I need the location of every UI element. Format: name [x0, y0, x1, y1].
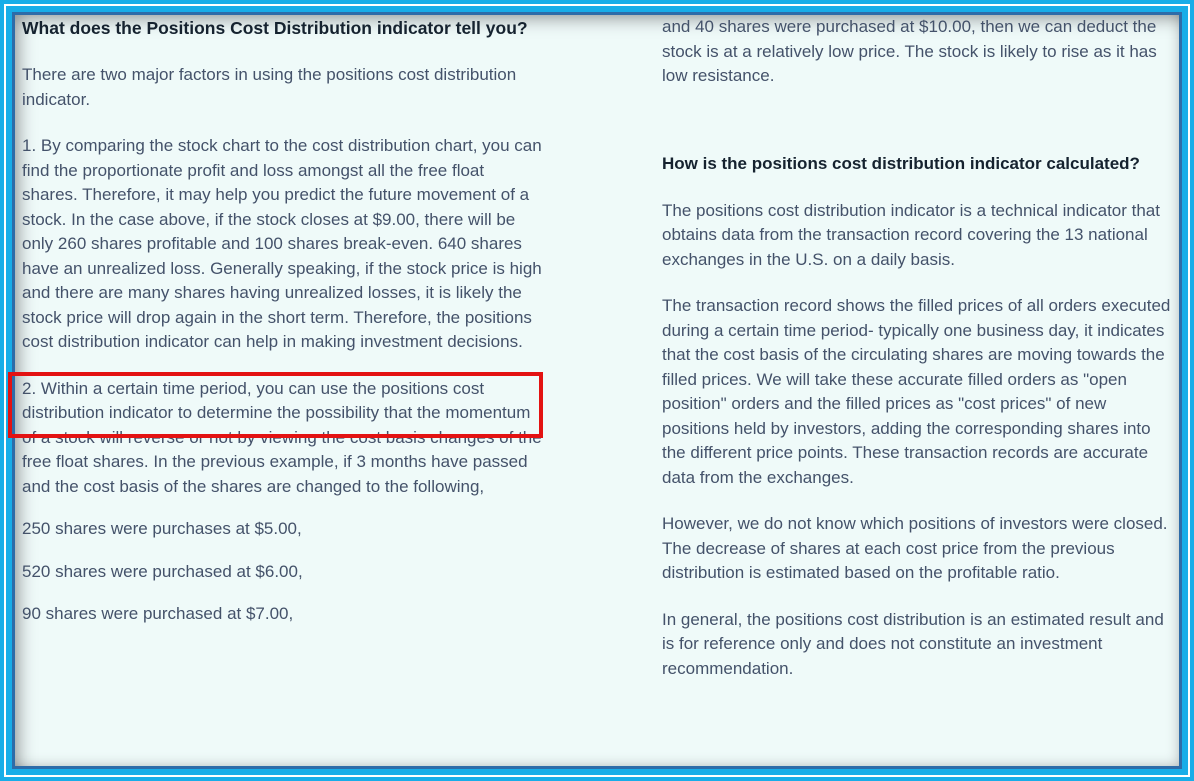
page-frame [4, 4, 1190, 777]
paragraph-intro: There are two major factors in using the positions cost distribution indicator. [22, 65, 517, 109]
paragraph-however: However, we do not know which positions of investors were closed. The decrease of shares at each cost price from the previous distribution is estimated based on the profitable ratio. [662, 514, 1168, 582]
left-column [22, 15, 542, 681]
section-heading-what: What does the Positions Cost Distribution indicator tell you? [22, 18, 528, 38]
paragraph-in-general: In general, the positions cost distribution is an estimated result and is for reference only and does not constitute an investment recommendation. [662, 609, 1164, 678]
paragraph-technical-indicator: The positions cost distribution indicator is a technical indicator that obtains data from the transaction record covering the 13 national exchanges in the U.S. on a daily basis. [662, 200, 1160, 269]
right-column [662, 15, 1174, 681]
section-heading-how: How is the positions cost distribution indicator calculated? [662, 153, 1140, 173]
list-line-90-shares: 90 shares were purchased at $7.00, [22, 604, 294, 623]
content-area [15, 15, 1179, 766]
paragraph-point-1: 1. By comparing the stock chart to the cost distribution chart, you can find the proportionate profit and loss amongst all the free float shares. Therefore, it may help you predict the future movement of a stock. In the case above, if the stock closes at $9.00, there will be only 260 shares profitable and 100 shares break-even. 640 shares have an unrealized loss. Generally speaking, if the stock price is high and there are many shares having unrealized losses, it is likely the stock price will drop again in the short term. Therefore, the positions cost distribution indicator can help in making investment decisions. [22, 136, 542, 351]
paragraph-40-shares: and 40 shares were purchased at $10.00, then we can deduct the stock is at a relatively low price. The stock is likely to rise as it has low resistance. [662, 17, 1157, 85]
two-column-layout [15, 15, 1179, 681]
paragraph-point-2: 2. Within a certain time period, you can use the positions cost distribution indicator to determine the possibility that the momentum of a stock will reverse or not by viewing the cost basis changes of the free float shares. In the previous example, if 3 months have passed and the cost basis of the shares are changed to the following, [22, 378, 542, 496]
list-line-520-shares: 520 shares were purchased at $6.00, [22, 561, 303, 581]
window-border [12, 12, 1182, 769]
paragraph-transaction-record: The transaction record shows the filled prices of all orders executed during a certain time period- typically one business day, it indicates that the cost basis of the circulating shares are moving towards the filled prices. We will take these accurate filled orders as "open position" orders and the filled prices as "cost prices" of new positions held by investors, adding the corresponding shares into the different price points. These transaction records are accurate data from the exchanges. [662, 296, 1171, 487]
page-frame-inner [6, 6, 1188, 775]
list-line-250-shares: 250 shares were purchases at $5.00, [22, 519, 302, 538]
